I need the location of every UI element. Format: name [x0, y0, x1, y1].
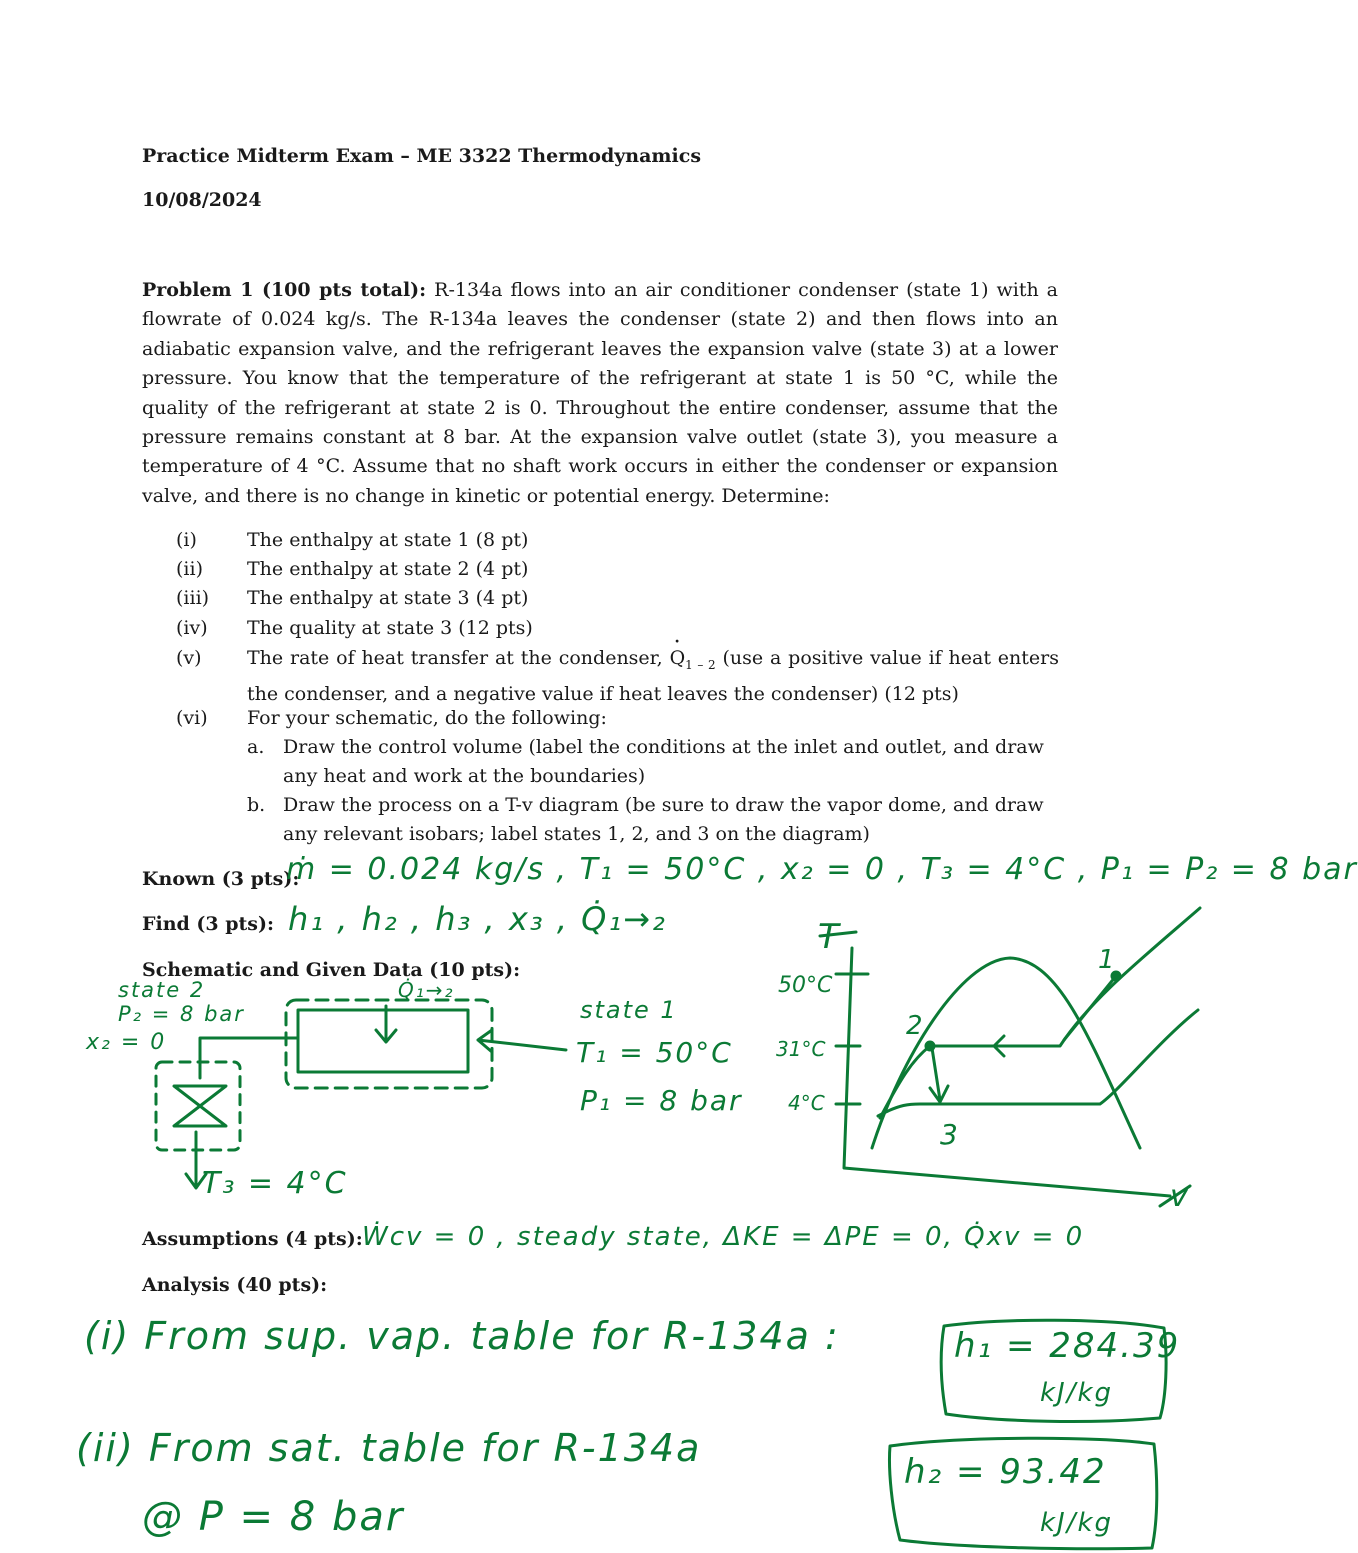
problem-text: R-134a flows into an air conditioner condenser (state 1) with a flowrate of 0.024 kg/s. The R-134a leaves the condenser (state 2) and then flows into an adiabatic expansion valve, and the refrigerant leaves the expansion valve (state 3) at a lower pressure. You know that the temperature of the refrigerant at state 1 is 50 °C, while the quality of the refrigerant at state 2 is 0. Throughout the entire condenser, assume that the pressure remains constant at 8 bar. At the expansion valve outlet (state 3), you measure a temperature of 4 °C. Assume that no shaft work occurs in either the condenser or expansion valve, and there is no change in kinetic or potential energy. Determine: — [142, 279, 1059, 507]
item-text: The quality at state 3 (12 pts) — [247, 617, 533, 639]
subitem-line: any relevant isobars; label states 1, 2, and 3 on the diagram) — [283, 823, 870, 845]
handwritten-h1-value: h₁ = 284.39 — [954, 1326, 1181, 1366]
exam-title: Practice Midterm Exam – ME 3322 Thermodynamics — [142, 145, 702, 167]
q-dot-symbol: · Q — [670, 644, 686, 673]
h2-answer-box — [889, 1438, 1156, 1548]
tv-state3-label: 3 — [940, 1118, 958, 1151]
tv-axes — [844, 948, 1170, 1196]
item-text-heat-rate: The rate of heat transfer at the condenser, · $Q_{1 - 2}$ (use a positive value if heat enters the condenser, and a negative value if heat leaves the condenser) (12 pts) — [247, 644, 1059, 709]
isobar-8bar — [880, 908, 1200, 1118]
handwritten-h2-value: h₂ = 93.42 — [904, 1452, 1107, 1492]
subitem-line: Draw the process on a T-v diagram (be sure to draw the vapor dome, and draw — [283, 794, 1044, 816]
handwritten-state1-temperature: T₁ = 50°C — [576, 1036, 733, 1069]
item-num: (iii) — [176, 587, 210, 609]
h1-answer-box — [941, 1320, 1166, 1421]
item-text: The enthalpy at state 3 (4 pt) — [247, 587, 529, 609]
handwritten-state2-title: state 2 — [118, 978, 206, 1002]
item-text: The enthalpy at state 1 (8 pt) — [247, 529, 529, 551]
find-label: Find (3 pts): — [142, 913, 275, 935]
handwritten-state2-pressure: P₂ = 8 bar — [118, 1002, 245, 1026]
item-text: The enthalpy at state 2 (4 pt) — [247, 558, 529, 580]
item-num: (i) — [176, 529, 197, 551]
handwritten-known: ṁ = 0.024 kg/s , T₁ = 50°C , x₂ = 0 , T₃ = 4°C , P₁ = P₂ = 8 bar — [286, 852, 1358, 887]
handwritten-state1-pressure: P₁ = 8 bar — [580, 1084, 743, 1117]
tv-state1-label: 1 — [1098, 945, 1115, 975]
handwritten-heat-label: Q̇₁→₂ — [398, 978, 455, 1002]
exam-date: 10/08/2024 — [142, 189, 262, 211]
handwritten-h1-units: kJ/kg — [1040, 1378, 1114, 1408]
condenser-control-volume — [286, 1000, 492, 1088]
problem-label: Problem 1 (100 pts total): — [142, 279, 427, 301]
item-num: (ii) — [176, 558, 203, 580]
vapor-dome — [872, 958, 1140, 1148]
condenser-box — [298, 1010, 468, 1072]
item-num: (vi) — [176, 707, 208, 729]
item-num: (iv) — [176, 617, 208, 639]
item-num: (v) — [176, 647, 202, 669]
state2-dot — [926, 1042, 934, 1050]
tv-ticks — [836, 974, 868, 1104]
handwritten-find: h₁ , h₂ , h₃ , x₃ , Q̇₁→₂ — [288, 900, 667, 938]
handwritten-state2-quality: x₂ = 0 — [86, 1030, 167, 1055]
subitem-line: any heat and work at the boundaries) — [283, 765, 646, 787]
handwritten-assumptions: Ẇcv = 0 , steady state, ΔKE = ΔPE = 0, Q̇xv = 0 — [362, 1222, 1085, 1252]
subitem-letter: a. — [247, 736, 265, 758]
tv-50c-label: 50°C — [778, 973, 833, 998]
isobar-low — [878, 1010, 1198, 1116]
handwritten-t3: T₃ = 4°C — [202, 1166, 348, 1201]
exit-arrow — [186, 1132, 206, 1188]
tv-state2-label: 2 — [906, 1011, 923, 1041]
tv-31c-label: 31°C — [776, 1037, 826, 1061]
item-text: For your schematic, do the following: — [247, 707, 607, 729]
tv-axis-t-label: T — [818, 917, 839, 957]
handwritten-analysis-ii: (ii) From sat. table for R-134a — [76, 1426, 702, 1470]
expansion-valve — [174, 1086, 226, 1126]
schematic-label: Schematic and Given Data (10 pts): — [142, 959, 521, 981]
outlet-line — [200, 1038, 298, 1078]
handwritten-analysis-i: (i) From sup. vap. table for R-134a : — [84, 1314, 840, 1358]
handwritten-analysis-ii-pressure: @ P = 8 bar — [142, 1494, 405, 1540]
throttling-arrow — [930, 1048, 948, 1102]
q-subscript: 1 – 2 — [685, 657, 716, 672]
analysis-label: Analysis (40 pts): — [142, 1274, 328, 1296]
handwritten-h2-units: kJ/kg — [1040, 1508, 1114, 1538]
assumptions-label: Assumptions (4 pts): — [142, 1228, 363, 1250]
tv-axis-v-label: v — [1170, 1179, 1188, 1214]
process-arrow — [994, 976, 1116, 1056]
handwritten-state1-title: state 1 — [580, 996, 678, 1024]
tv-4c-label: 4°C — [788, 1091, 825, 1115]
subitem-letter: b. — [247, 794, 266, 816]
known-label: Known (3 pts): — [142, 868, 300, 890]
subitem-line: Draw the control volume (label the conditions at the inlet and outlet, and draw — [283, 736, 1044, 758]
